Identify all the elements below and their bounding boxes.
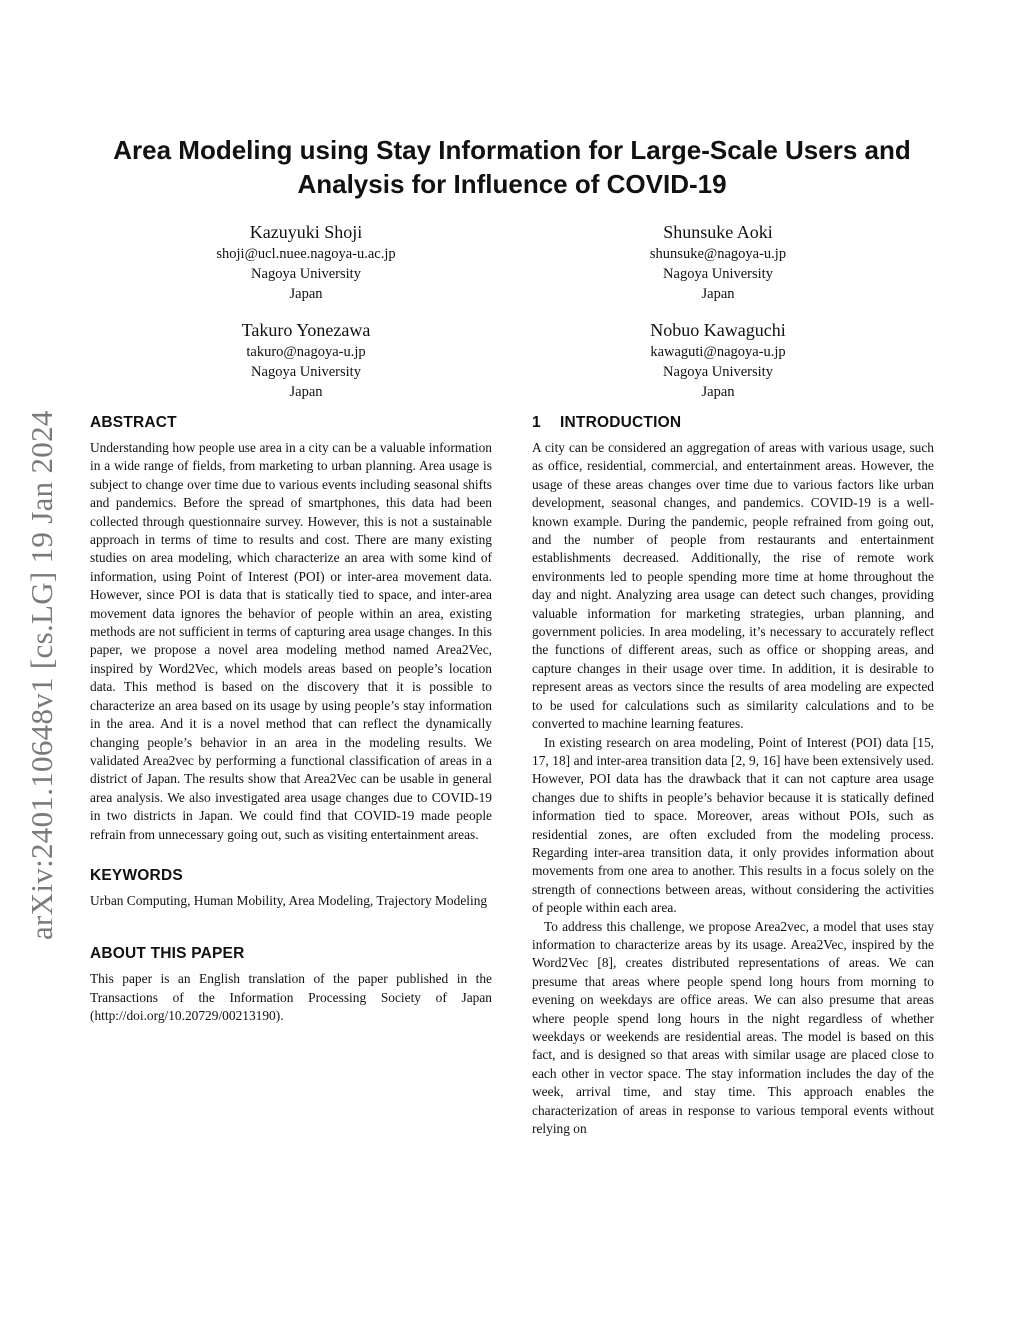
- author-block-4: [568, 318, 868, 402]
- title-line-2: Analysis for Influence of COVID-19: [297, 169, 727, 199]
- abstract-heading: ABSTRACT: [90, 414, 177, 431]
- author-email: shoji@ucl.nuee.nagoya-u.ac.jp: [216, 246, 396, 262]
- author-country: Japan: [289, 384, 323, 400]
- author-name: Shunsuke Aoki: [663, 222, 773, 242]
- author-block-2: [568, 220, 868, 304]
- paper-title: [60, 133, 964, 201]
- author-country: Japan: [289, 286, 323, 302]
- section-number: 1: [532, 414, 541, 431]
- author-email: kawaguti@nagoya-u.jp: [650, 344, 786, 360]
- left-column: [90, 413, 492, 1026]
- arxiv-identifier: arXiv:2401.10648v1 [cs.LG] 19 Jan 2024: [24, 410, 59, 940]
- intro-paragraph-3: To address this challenge, we propose Area2vec, a model that uses stay information to characterize areas by its usage. Area2Vec, inspired by the Word2Vec [8], creates distributed representations of areas. We can presume that areas where people spend long hours from morning to evening on weekdays are office areas. We can also presume that areas where people spend long hours in the night regardless of whether weekdays or weekends are residential areas. The model is based on this fact, and is designed so that areas with similar usage are placed close to each other in vector space. The stay information includes the day of the week, arrival time, and stay time. This approach enables the characterization of areas in response to various temporal events without relying on: [532, 918, 934, 1137]
- about-heading: ABOUT THIS PAPER: [90, 945, 245, 963]
- keywords-text: Urban Computing, Human Mobility, Area Modeling, Trajectory Modeling: [90, 892, 488, 908]
- author-affiliation: Nagoya University: [251, 266, 361, 282]
- author-country: Japan: [701, 384, 735, 400]
- about-text: This paper is an English translation of the paper published in the Transactions of the Information Processing Society of Japan (http://doi.org/10.20729/00213190).: [90, 971, 492, 1024]
- author-affiliation: Nagoya University: [663, 364, 773, 380]
- intro-paragraph-1: A city can be considered an aggregation of areas with various usage, such as office, residential, commercial, and entertainment areas. However, the usage of these areas changes over time due to various factors like urban development, seasonal changes, and pandemics. COVID-19 is a well-known example. During the pandemic, people refrained from going out, and the number of people from restaurants and entertainment establishments decreased. Additionally, the rise of remote work environments led to people spending more time at home throughout the day and night. Analyzing area usage can detect such changes, providing valuable information for marketing strategies, urban planning, and government policies. In area modeling, it’s necessary to accurately reflect the functions of different areas, such as office or shopping areas, and capture changes in their usage over time. In addition, it is desirable to represent areas as vectors since the results of area modeling are expected to be used for calculations such as similarity calculations and to be converted to machine learning features.: [532, 440, 934, 732]
- title-line-1: Area Modeling using Stay Information for Large-Scale Users and: [113, 135, 911, 165]
- author-email: shunsuke@nagoya-u.jp: [649, 246, 787, 262]
- abstract-text: Understanding how people use area in a city can be a valuable information in a wide range of fields, from marketing to urban planning. Area usage is subject to change over time due to various events including seasonal shifts and pandemics. Before the spread of smartphones, this data had been collected through questionnaire survey. However, this is not a sustainable approach in terms of time to results and cost. There are many existing studies on area modeling, which characterize an area with some kind of information, using Point of Interest (POI) or inter-area movement data. However, since POI is data that is statically tied to space, and inter-area movement data ignores the behavior of people within an area, existing methods are not sufficient in terms of capturing area usage changes. In this paper, we propose a novel area modeling method named Area2Vec, inspired by Word2Vec, which models areas based on people’s location data. This method is based on the discovery that it is possible to characterize an area based on its usage by using people’s stay information in the area. And it is a novel method that can reflect the dynamically changing people’s behavior in an area in the modeling results. We validated Area2vec by performing a functional classification of areas in a district of Japan. The results show that Area2Vec can be usable in general area analysis. We also investigated area usage changes due to COVID-19 in two districts in Japan. We could find that COVID-19 made people refrain from unnecessary going out, such as visiting entertainment areas.: [90, 440, 492, 842]
- author-block-1: [156, 220, 456, 304]
- introduction-heading: [532, 413, 934, 433]
- author-name: Kazuyuki Shoji: [249, 222, 363, 242]
- author-email: takuro@nagoya-u.jp: [246, 344, 366, 360]
- author-block-3: [156, 318, 456, 402]
- intro-paragraph-2: In existing research on area modeling, Point of Interest (POI) data [15, 17, 18] and inter-area transition data [2, 9, 16] have been extensively used. However, POI data has the drawback that it can not capture area usage changes due to shifts in people’s behavior because it is statically defined information tied to space. Moreover, areas without POIs, such as residential zones, are often excluded from the modeling process. Regarding inter-area transition data, it only provides information about movements from one area to another. This results in a focus solely on the strength of connections between areas, without considering the activities of people within each area.: [532, 734, 934, 916]
- author-country: Japan: [701, 286, 735, 302]
- section-title: INTRODUCTION: [560, 414, 682, 431]
- keywords-heading: KEYWORDS: [90, 866, 183, 884]
- author-name: Nobuo Kawaguchi: [650, 320, 786, 340]
- author-affiliation: Nagoya University: [251, 364, 361, 380]
- author-affiliation: Nagoya University: [663, 266, 773, 282]
- right-column: [532, 413, 934, 1138]
- author-name: Takuro Yonezawa: [241, 320, 371, 340]
